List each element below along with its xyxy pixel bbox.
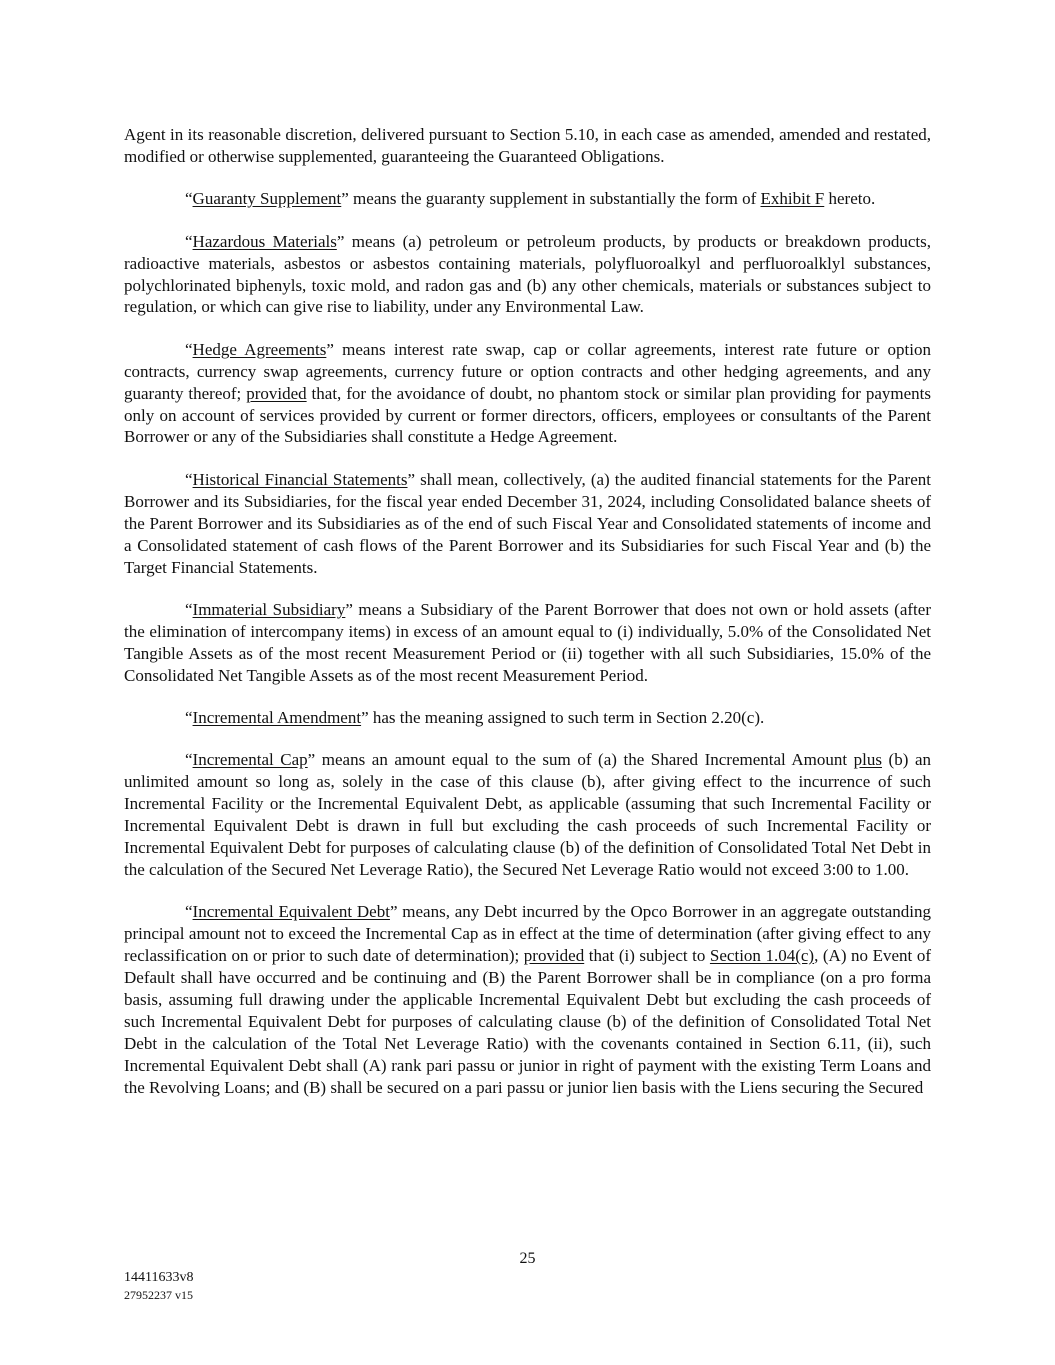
definition-guaranty-supplement	[124, 188, 931, 210]
open-quote: “	[185, 599, 193, 619]
definition-incremental-equivalent-debt	[124, 901, 931, 1098]
open-quote: “	[185, 750, 193, 770]
definition-text: ” means the guaranty supplement in substantially the form of	[341, 189, 761, 209]
defined-term: Immaterial Subsidiary	[192, 599, 346, 619]
document-id: 14411633v8	[124, 1270, 194, 1285]
paragraph-continuation	[124, 124, 931, 168]
exhibit-reference: Exhibit F	[760, 189, 825, 209]
provided-keyword: provided	[523, 946, 585, 966]
document-id-secondary: 27952237 v15	[124, 1288, 193, 1302]
open-quote: “	[185, 231, 193, 251]
definition-immaterial-subsidiary	[124, 599, 931, 687]
paragraph-text: Agent in its reasonable discretion, delivered pursuant to Section 5.10, in each case as amended, amended and restated, modified or otherwise supplemented, guaranteeing the Guaranteed Obligations.	[124, 125, 931, 166]
definition-text: that, for the avoidance of doubt, no phantom stock or similar plan providing for payments only on account of services provided by current or former directors, officers, employees or consultants of the Parent Borrower or any of the Subsidiaries shall constitute a Hedge Agreement.	[124, 383, 931, 447]
defined-term: Incremental Amendment	[192, 708, 362, 728]
definition-text: ” shall mean, collectively, (a) the audited financial statements for the Parent Borrower and its Subsidiaries, for the fiscal year ended December 31, 2024, including Consolidated balance sheets of the Parent Borrower and its Subsidiaries as of the end of such Fiscal Year and Consolidated statements of income and a Consolidated statement of cash flows of the Parent Borrower and its Subsidiaries for such Fiscal Year and (b) the Target Financial Statements.	[124, 469, 931, 577]
definition-incremental-cap	[124, 749, 931, 880]
open-quote: “	[185, 189, 193, 209]
definition-hazardous-materials	[124, 231, 931, 319]
open-quote: “	[185, 902, 193, 922]
definition-hedge-agreements	[124, 339, 931, 449]
definition-text: ” means a Subsidiary of the Parent Borrower that does not own or hold assets (after the elimination of intercompany items) in excess of an amount equal to (i) individually, 5.0% of the Consolidated Net Tangible Assets as of the most recent Measurement Period or (ii) together with all such Subsidiaries, 15.0% of the Consolidated Net Tangible Assets as of the most recent Measurement Period.	[124, 599, 931, 685]
definition-text: ” means an amount equal to the sum of (a) the Shared Incremental Amount	[307, 750, 854, 770]
definition-text: ” has the meaning assigned to such term in Section 2.20(c).	[361, 708, 765, 728]
open-quote: “	[185, 339, 193, 359]
defined-term: Hedge Agreements	[192, 339, 327, 359]
definition-text: ” means, any Debt incurred by the Opco Borrower in an aggregate outstanding principal amount not to exceed the Incremental Cap as in effect at the time of determination (after giving effect to any reclassification on or prior to such date of determination);	[124, 902, 931, 966]
definition-text: hereto.	[824, 189, 876, 209]
section-reference: Section 1.04(c)	[709, 946, 815, 966]
definition-text: ” means interest rate swap, cap or collar agreements, interest rate future or option contracts, currency swap agreements, currency future or option contracts and other hedging agreements, and any guaranty thereof;	[124, 339, 931, 403]
definition-text: that (i) subject to	[584, 946, 710, 966]
document-page	[124, 124, 931, 1119]
defined-term: Guaranty Supplement	[192, 189, 342, 209]
definition-historical-financial-statements	[124, 469, 931, 579]
definition-incremental-amendment	[124, 707, 931, 729]
defined-term: Incremental Cap	[192, 750, 308, 770]
plus-keyword: plus	[853, 750, 882, 770]
provided-keyword: provided	[246, 383, 307, 403]
definition-text: ” means (a) petroleum or petroleum products, by products or breakdown products, radioactive materials, asbestos or asbestos containing materials, polyfluoroalkyl and perfluoroalklyl substances, polychlorinated biphenyls, toxic mold, and radon gas and (b) any other chemicals, materials or substances subject to regulation, or which can give rise to liability, under any Environmental Law.	[124, 231, 931, 317]
open-quote: “	[185, 708, 193, 728]
definition-text: , (A) no Event of Default shall have occurred and be continuing and (B) the Parent Borrower shall be in compliance (on a pro forma basis, assuming full drawing under the applicable Incremental Equivalent Debt but excluding the cash proceeds of such Incremental Equivalent Debt for purposes of calculating clause (b) of the definition of Consolidated Total Net Debt in the calculation of the Total Net Leverage Ratio) with the covenants contained in Section 6.11, (ii), such Incremental Equivalent Debt shall (A) rank pari passu or junior in right of payment with the existing Term Loans and the Revolving Loans; and (B) shall be secured on a pari passu or junior lien basis with the Liens securing the Secured	[124, 946, 931, 1097]
open-quote: “	[185, 469, 193, 489]
defined-term: Historical Financial Statements	[192, 469, 408, 489]
page-number: 25	[519, 1250, 536, 1267]
defined-term: Hazardous Materials	[192, 231, 337, 251]
defined-term: Incremental Equivalent Debt	[192, 902, 390, 922]
definition-text: (b) an unlimited amount so long as, solely in the case of this clause (b), after giving effect to the incurrence of such Incremental Facility or the Incremental Equivalent Debt, as applicable (assuming that such Incremental Facility or Incremental Equivalent Debt is drawn in full but excluding the cash proceeds of such Incremental Facility or Incremental Equivalent Debt for purposes of calculating clause (b) of the definition of Consolidated Total Net Debt in the calculation of the Secured Net Leverage Ratio), the Secured Net Leverage Ratio would not exceed 3:00 to 1.00.	[124, 750, 931, 879]
